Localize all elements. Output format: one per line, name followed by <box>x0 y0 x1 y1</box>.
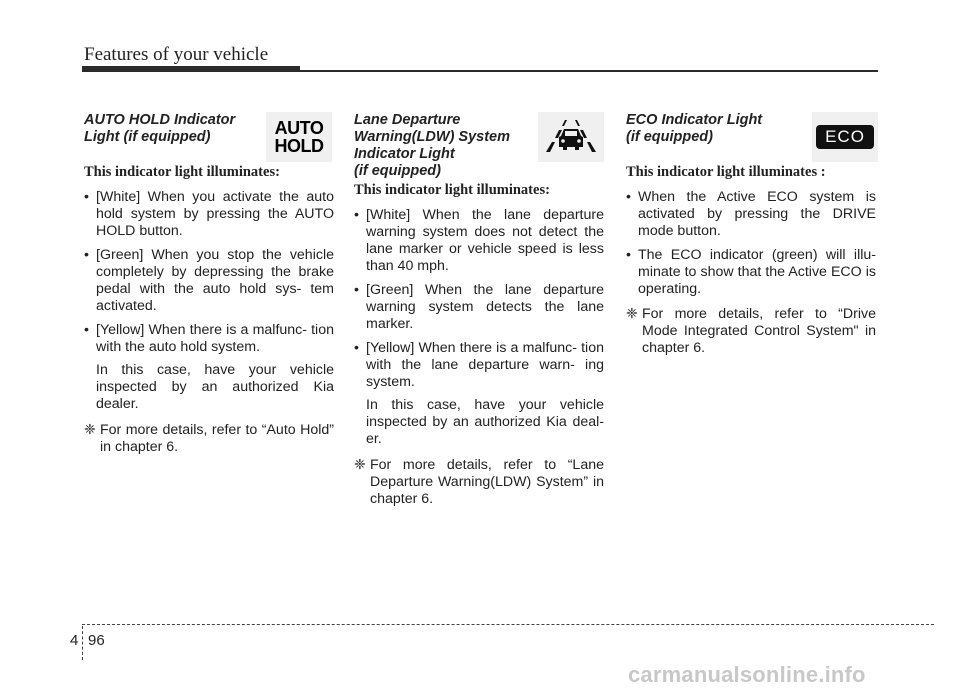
list-item: • [White] When you activate the auto hold system by pressing the AUTO HOLD button. <box>84 189 334 240</box>
reference-note: ❈ For more details, refer to “Drive Mode Integrated Control System" in chapter 6. <box>626 306 876 356</box>
list-item: • [Green] When you stop the vehicle completely by depressing the brake pedal with the auto hold sys- tem activated. <box>84 247 334 315</box>
reference-note: ❈ For more details, refer to “Lane Departure Warning(LDW) System” in chapter 6. <box>354 457 604 507</box>
service-note: In this case, have your vehicle inspected by an authorized Kia dealer. <box>96 362 334 412</box>
note-mark-icon: ❈ <box>354 457 366 473</box>
illuminates-heading: This indicator light illuminates : <box>626 164 826 180</box>
list-item: • The ECO indicator (green) will illu- minate to show that the Active ECO is operating. <box>626 247 876 298</box>
note-mark-icon: ❈ <box>84 422 96 438</box>
page-number: 96 <box>88 632 105 649</box>
lane-departure-warning-icon <box>538 112 604 162</box>
auto-hold-indicator-icon: AUTO HOLD <box>266 112 332 162</box>
watermark: carmanualsonline.info <box>628 662 866 687</box>
page-title: Features of your vehicle <box>84 44 269 65</box>
illumination-list <box>84 189 334 356</box>
illumination-list <box>354 207 604 391</box>
list-item: • [Green] When the lane departure warning system detects the lane marker. <box>354 282 604 333</box>
list-item: • [Yellow] When there is a malfunc- tion with the lane departure warn- ing system. <box>354 340 604 391</box>
section-auto-hold <box>84 112 334 456</box>
illumination-list <box>626 189 876 298</box>
footer-rule <box>82 624 934 625</box>
section-title: ECO Indicator Light (if equipped) <box>626 112 763 145</box>
list-item: • When the Active ECO system is activated by pressing the DRIVE mode button. <box>626 189 876 240</box>
illuminates-heading: This indicator light illuminates: <box>354 182 550 198</box>
note-mark-icon: ❈ <box>626 306 638 322</box>
header-rule-thin <box>300 70 878 72</box>
service-note: In this case, have your vehicle inspected by an authorized Kia deal- er. <box>366 397 604 447</box>
section-title: AUTO HOLD Indicator Light (if equipped) <box>84 112 236 145</box>
footer-divider <box>82 626 83 660</box>
list-item: • [White] When the lane departure warning system does not detect the lane marker or vehicle speed is less than 40 mph. <box>354 207 604 275</box>
header-rule-thick <box>82 66 300 72</box>
eco-indicator-icon: ECO <box>812 112 878 162</box>
reference-note: ❈ For more details, refer to “Auto Hold” in chapter 6. <box>84 422 334 455</box>
section-title: Lane Departure Warning(LDW) System Indicator Light (if equipped) <box>354 112 511 179</box>
section-number: 4 <box>70 632 79 649</box>
illuminates-heading: This indicator light illuminates: <box>84 164 280 180</box>
section-lane-departure <box>354 112 604 508</box>
list-item: • [Yellow] When there is a malfunc- tion with the auto hold system. <box>84 322 334 356</box>
